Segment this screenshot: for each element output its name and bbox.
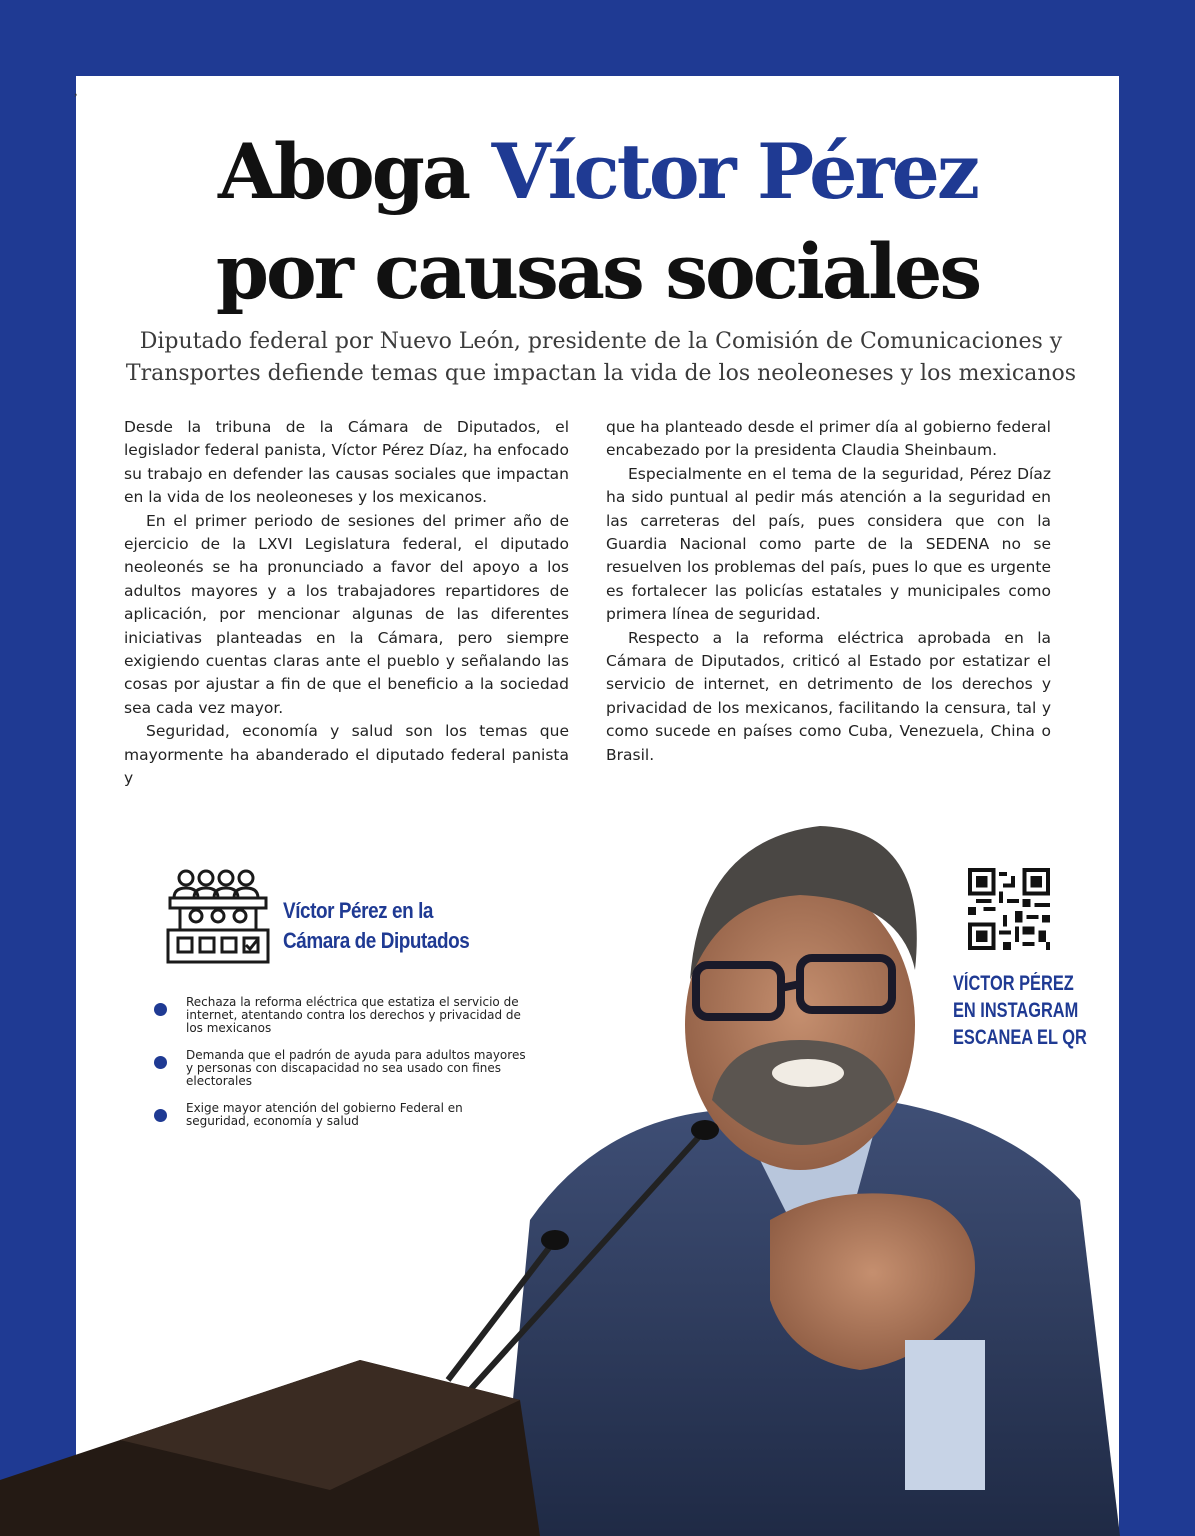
congress-chamber-icon	[166, 868, 270, 964]
qr-code-icon[interactable]	[968, 868, 1050, 950]
paragraph: Seguridad, economía y salud son los temas que mayormente ha abanderado el diputado federal panista y	[124, 722, 569, 788]
article-column-right	[606, 416, 1051, 767]
headline-prefix: Aboga	[217, 127, 492, 216]
paragraph: Desde la tribuna de la Cámara de Diputados, el legislador federal panista, Víctor Pérez Díaz, ha enfocado su trabajo en defender las causas sociales que impactan en la vida de los neoleoneses y los mexicanos.	[124, 418, 569, 507]
infobox-title	[283, 896, 472, 956]
bullet-icon	[154, 1109, 167, 1122]
infobox-title-line-2: Cámara de Diputados	[283, 928, 470, 953]
bullet-icon	[154, 1056, 167, 1069]
paragraph: Respecto a la reforma eléctrica aprobada en la Cámara de Diputados, criticó al Estado por estatizar el servicio de internet, en detrimento de los derechos y privacidad de los mexicanos, facilitando la censura, tal y como sucede en países como Cuba, Venezuela, China o Brasil.	[606, 628, 1051, 764]
qr-caption-line-1: VÍCTOR PÉREZ	[953, 972, 1074, 995]
qr-caption-line-3: ESCANEA EL QR	[953, 1026, 1087, 1049]
list-item-text: Exige mayor atención del gobierno Federal en seguridad, economía y salud	[186, 1101, 463, 1128]
stray-mark: ,	[74, 84, 78, 99]
list-item	[150, 1049, 530, 1088]
list-item	[150, 1102, 530, 1128]
paragraph: En el primer periodo de sesiones del primer año de ejercicio de la LXVI Legislatura federal, el diputado neoleonés se ha pronunciado a favor del apoyo a los adultos mayores y a los trabajadores repartidores de aplicación, por mencionar algunas de las diferentes iniciativas planteadas en la Cámara, pero siempre exigiendo cuentas claras ante el pueblo y señalando las cosas por ajustar a fin de que el beneficio a la sociedad sea cada vez mayor.	[124, 511, 569, 717]
paragraph: Especialmente en el tema de la seguridad, Pérez Díaz ha sido puntual al pedir más atención a la seguridad en las carreteras del país, pues considera que con la Guardia Nacional como parte de la SEDENA no se resuelven los problemas del país, pues lo que es urgente es fortalecer las policías estatales y municipales como primera línea de seguridad.	[606, 464, 1051, 624]
headline	[76, 122, 1119, 322]
bullet-icon	[154, 1003, 167, 1016]
qr-caption-line-2: EN INSTAGRAM	[953, 999, 1079, 1022]
headline-accent-name: Víctor Pérez	[491, 127, 978, 216]
infobox-list	[150, 996, 530, 1142]
headline-line-2: por causas sociales	[215, 227, 980, 316]
subtitle: Diputado federal por Nuevo León, presidente de la Comisión de Comunicaciones y Transportes defiende temas que impactan la vida de los neoleoneses y los mexicanos	[125, 329, 1077, 386]
list-item	[150, 996, 530, 1035]
qr-caption	[953, 970, 1087, 1051]
article-column-left	[124, 416, 569, 791]
list-item-text: Rechaza la reforma eléctrica que estatiza el servicio de internet, atentando contra los derechos y privacidad de los mexicanos	[186, 995, 521, 1035]
paragraph: que ha planteado desde el primer día al gobierno federal encabezado por la presidenta Claudia Sheinbaum.	[606, 418, 1051, 460]
infobox-title-line-1: Víctor Pérez en la	[283, 898, 434, 923]
list-item-text: Demanda que el padrón de ayuda para adultos mayores y personas con discapacidad no sea usado con fines electorales	[186, 1048, 526, 1088]
